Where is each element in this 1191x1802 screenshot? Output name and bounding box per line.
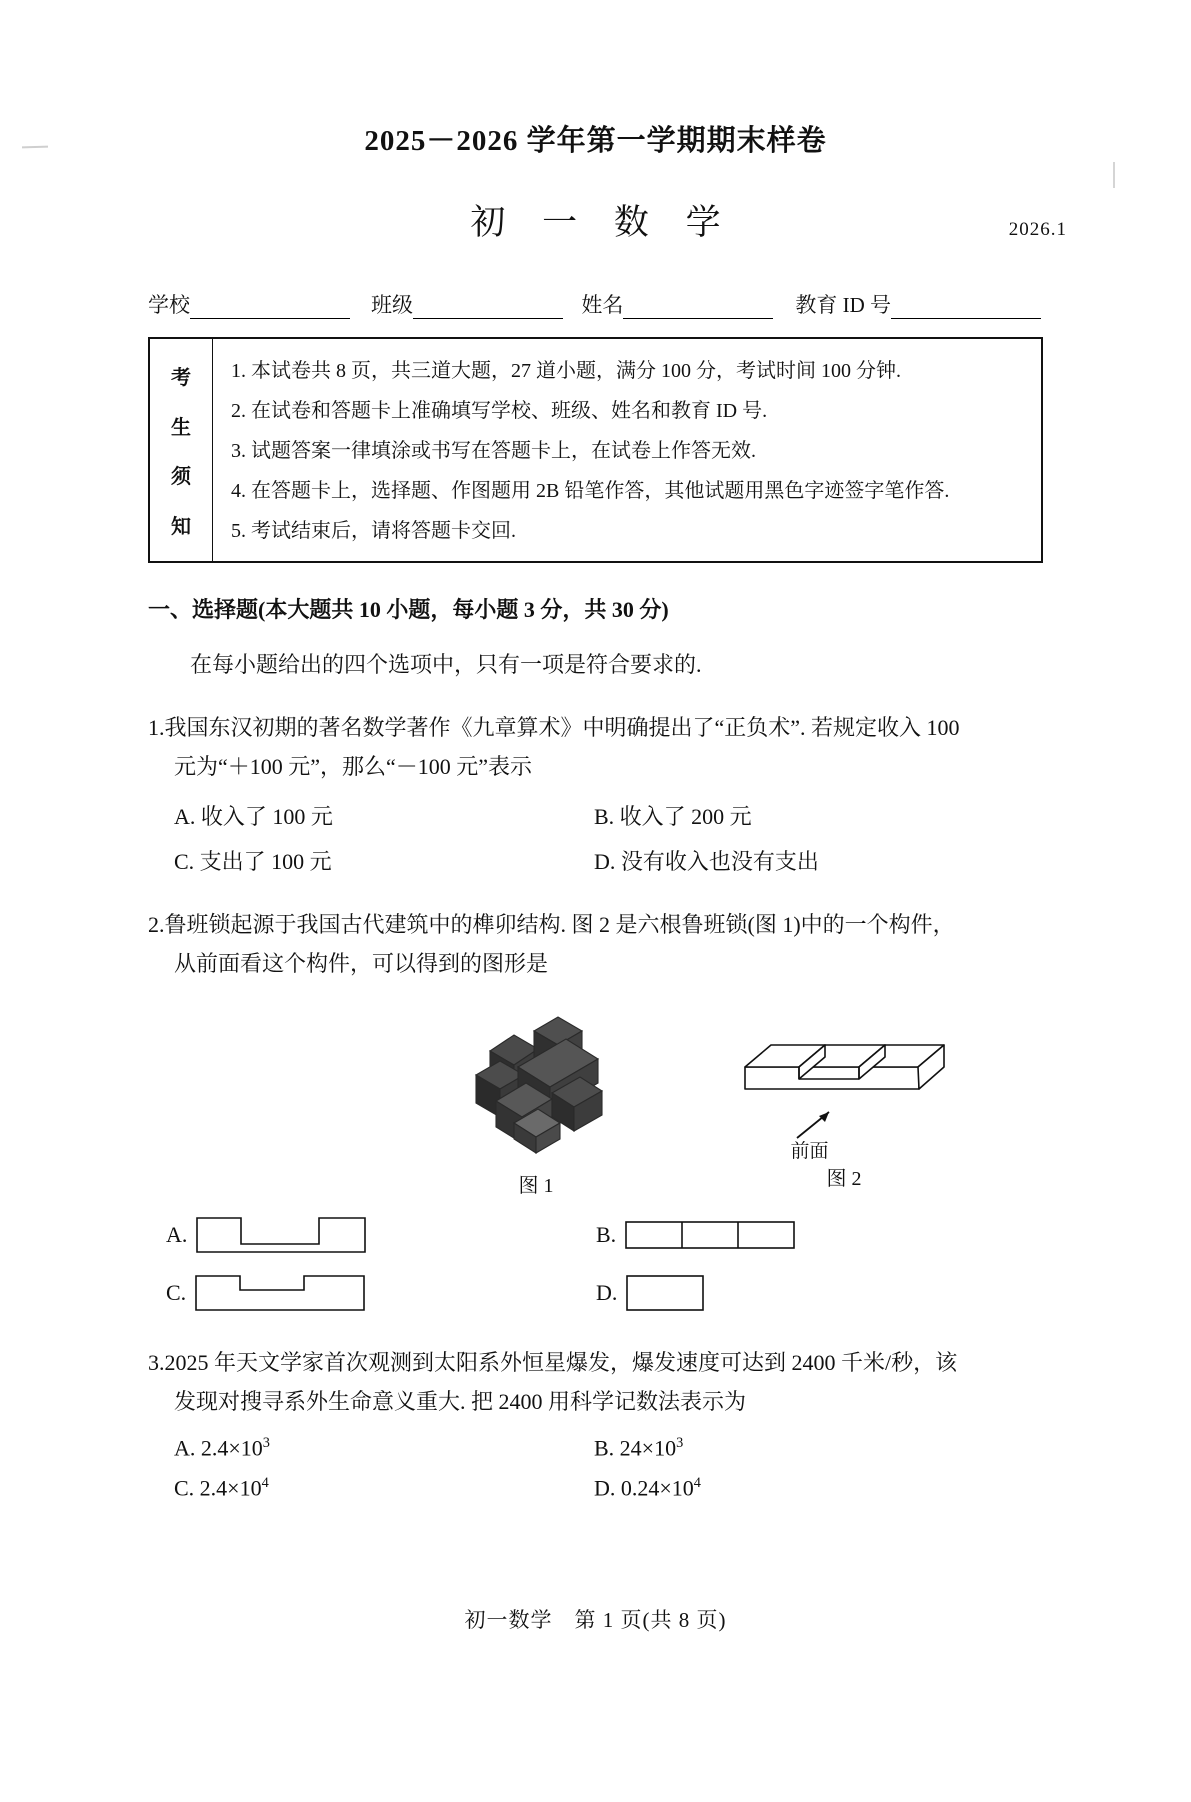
notice-label-column — [150, 339, 213, 561]
question-1-options-row-2 — [174, 845, 1191, 876]
info-blank-eduid[interactable] — [891, 298, 1041, 319]
notice-item: 1. 本试卷共 8 页，共三道大题，27 道小题，满分 100 分，考试时间 100 分钟. — [231, 360, 901, 382]
question-1-option-d[interactable]: D. 没有收入也没有支出 — [594, 849, 819, 874]
exam-notice-box — [148, 337, 1043, 563]
question-2-option-d-letter: D. — [596, 1280, 618, 1305]
exam-date: 2026.1 — [1008, 219, 1067, 240]
question-3-option-c[interactable] — [174, 1475, 594, 1501]
shape-a-icon — [193, 1214, 373, 1256]
figure-1-caption: 图 1 — [518, 1175, 554, 1197]
question-2-option-d[interactable] — [596, 1272, 1026, 1314]
info-blank-school[interactable] — [190, 298, 350, 319]
notice-item: 4. 在答题卡上，选择题、作图题用 2B 铅笔作答，其他试题用黑色字迹签字笔作答. — [231, 480, 950, 502]
question-3-option-b-label: B. 24×10 — [594, 1435, 677, 1461]
question-3-option-d-label: D. 0.24×10 — [594, 1475, 694, 1501]
question-2-option-a[interactable] — [166, 1214, 596, 1256]
notice-label-char-1: 生 — [171, 416, 191, 439]
subject-title: 初 一 数 学 — [470, 203, 735, 242]
info-blank-name[interactable] — [623, 298, 773, 319]
question-3-line-2: 发现对搜寻系外生命意义重大. 把 2400 用科学记数法表示为 — [174, 1388, 747, 1414]
question-1-line-1 — [148, 709, 1048, 748]
info-label-class: 班级 — [371, 293, 414, 317]
question-3-option-b-exponent: 3 — [676, 1435, 684, 1451]
info-field-class — [371, 289, 563, 319]
info-field-eduid — [795, 289, 1041, 319]
question-3 — [148, 1344, 1048, 1421]
question-3-number: 3. — [148, 1350, 165, 1375]
shape-b-icon — [622, 1214, 802, 1256]
question-2-line-2: 从前面看这个构件，可以得到的图形是 — [174, 950, 549, 976]
question-2-option-a-letter: A. — [166, 1222, 188, 1247]
question-3-option-d-exponent: 4 — [693, 1475, 701, 1492]
question-2-option-b-letter: B. — [596, 1222, 617, 1247]
question-3-option-c-exponent: 4 — [261, 1475, 269, 1492]
question-3-line-1 — [148, 1344, 1048, 1383]
notice-label-char-3: 知 — [171, 515, 191, 538]
question-2-text-1: 鲁班锁起源于我国古代建筑中的榫卯结构. 图 2 是六根鲁班锁(图 1)中的一个构件， — [164, 912, 955, 937]
shape-d-icon — [623, 1272, 803, 1314]
question-3-options-row-2 — [174, 1475, 1191, 1501]
question-2 — [148, 906, 1048, 983]
scan-artifact-top-right — [1113, 162, 1115, 188]
question-3-option-a[interactable] — [174, 1435, 594, 1461]
question-2-shape-options — [166, 1214, 1066, 1314]
section-heading: 一、选择题(本大题共 10 小题，每小题 3 分，共 30 分) — [148, 597, 669, 622]
front-label: 前面 — [790, 1141, 829, 1162]
question-2-shape-row-2 — [166, 1272, 1066, 1314]
question-1-number: 1. — [148, 715, 165, 740]
info-label-eduid: 教育 ID 号 — [795, 293, 891, 317]
question-1-line-2: 元为“＋100 元”，那么“－100 元”表示 — [174, 753, 533, 779]
notice-item: 2. 在试卷和答题卡上准确填写学校、班级、姓名和教育 ID 号. — [231, 400, 768, 422]
notice-label-char-2: 须 — [171, 466, 191, 489]
question-3-text-1: 2025 年天文学家首次观测到太阳系外恒星爆发，爆发速度可达到 2400 千米/秒，该 — [164, 1350, 958, 1375]
page-footer: 初一数学 第 1 页(共 8 页) — [464, 1608, 727, 1632]
info-blank-class[interactable] — [413, 298, 563, 319]
info-field-school — [148, 289, 350, 319]
question-1-option-c[interactable]: C. 支出了 100 元 — [174, 849, 332, 874]
front-arrow-icon — [737, 1110, 952, 1140]
front-view-annotation — [737, 1110, 952, 1166]
question-3-option-c-label: C. 2.4×10 — [174, 1475, 262, 1501]
info-label-name: 姓名 — [581, 293, 624, 317]
page-title: 2025－2026 学年第一学期期末样卷 — [364, 125, 827, 157]
question-1-options-row-1 — [174, 800, 1191, 831]
question-2-option-c-letter: C. — [166, 1280, 187, 1305]
notched-slab-icon — [737, 1005, 952, 1110]
luban-lock-icon — [456, 1005, 616, 1155]
question-2-option-b[interactable] — [596, 1214, 1026, 1256]
question-2-figures — [148, 1005, 1048, 1198]
question-1-option-a[interactable]: A. 收入了 100 元 — [174, 804, 333, 829]
question-3-option-a-exponent: 3 — [262, 1435, 270, 1451]
question-3-option-a-label: A. 2.4×10 — [174, 1435, 263, 1461]
question-3-option-b[interactable] — [594, 1435, 1014, 1461]
question-3-option-d[interactable] — [594, 1475, 1014, 1501]
shape-c-icon — [192, 1272, 372, 1314]
info-field-name — [581, 289, 773, 319]
figure-1-cell — [406, 1005, 666, 1198]
question-2-number: 2. — [148, 912, 165, 937]
info-label-school: 学校 — [148, 293, 190, 317]
figure-2-cell — [714, 1005, 974, 1198]
question-3-options-row-1 — [174, 1435, 1191, 1461]
notice-body — [213, 339, 1041, 561]
question-2-shape-row-1 — [166, 1214, 1066, 1256]
figure-2-caption: 图 2 — [826, 1168, 862, 1190]
section-subheading: 在每小题给出的四个选项中，只有一项是符合要求的. — [190, 652, 702, 677]
notice-item: 5. 考试结束后，请将答题卡交回. — [231, 520, 516, 542]
question-1 — [148, 709, 1048, 786]
notice-item: 3. 试题答案一律填涂或书写在答题卡上，在试卷上作答无效. — [231, 440, 756, 462]
exam-page — [0, 118, 1191, 1802]
question-2-option-c[interactable] — [166, 1272, 596, 1314]
question-2-line-1 — [148, 906, 1048, 945]
notice-label-char-0: 考 — [171, 367, 191, 390]
question-1-text-1: 我国东汉初期的著名数学著作《九章算术》中明确提出了“正负术”. 若规定收入 100 — [164, 715, 960, 740]
student-info-line — [148, 289, 1041, 319]
question-1-option-b[interactable]: B. 收入了 200 元 — [594, 804, 752, 829]
subject-row — [0, 195, 1191, 247]
